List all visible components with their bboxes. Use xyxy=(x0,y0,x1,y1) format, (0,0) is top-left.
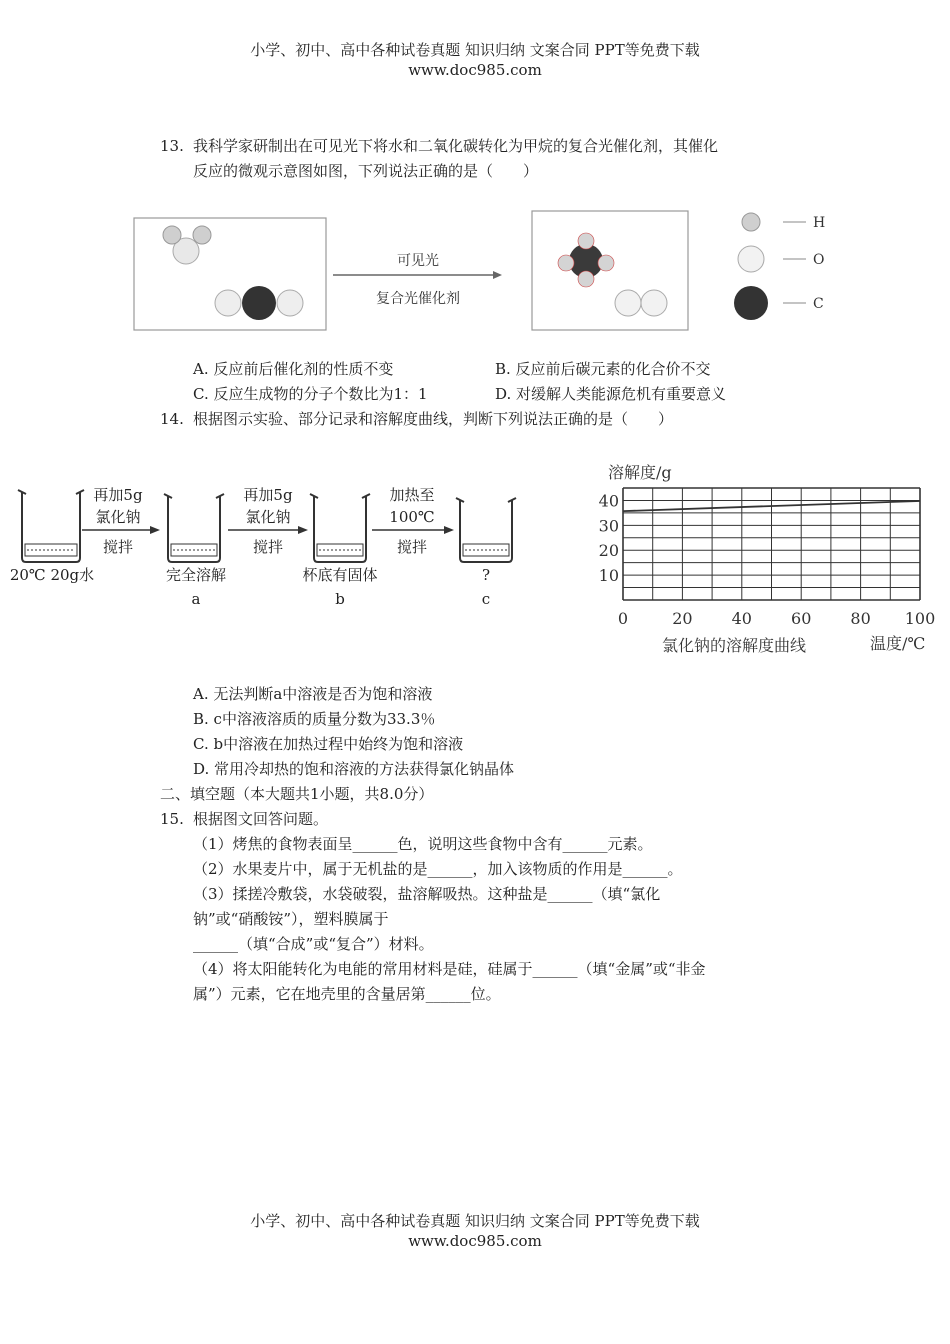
legend-h-label: H xyxy=(813,215,826,231)
q14-experiment-diagram xyxy=(0,470,540,620)
step3-label-bot: 搅拌 xyxy=(396,538,428,556)
legend-h-atom xyxy=(742,213,760,231)
beaker-a-letter: a xyxy=(191,590,201,608)
q15-part3-line3: ______（填“合成”或“复合”）材料。 xyxy=(193,935,434,953)
beaker-c xyxy=(456,498,516,562)
q14-text-line1: 根据图示实验、部分记录和溶解度曲线，判断下列说法正确的是（ ） xyxy=(193,410,674,428)
co2-oxygen-atom-2 xyxy=(277,290,303,316)
step1-arrowhead xyxy=(150,526,160,534)
q14-number: 14. xyxy=(160,410,184,428)
chart-y-tick-label: 10 xyxy=(598,566,619,586)
q14-option-d: D. 常用冷却热的饱和溶液的方法获得氯化钠晶体 xyxy=(193,760,515,778)
chart-y-axis-label: 溶解度/g xyxy=(608,463,672,482)
chart-grid xyxy=(623,488,920,600)
chart-y-tick-label: 20 xyxy=(598,541,619,561)
step3-label-mid: 100℃ xyxy=(389,508,435,526)
chart-y-tick-label: 40 xyxy=(598,491,619,511)
solubility-chart xyxy=(590,455,950,660)
q15-intro: 根据图文回答问题。 xyxy=(193,810,329,828)
q13-option-d: D. 对缓解人类能源危机有重要意义 xyxy=(495,385,727,403)
beaker-a xyxy=(164,494,224,562)
beaker-initial xyxy=(18,490,84,562)
step1-label-bot: 搅拌 xyxy=(102,538,134,556)
chart-x-tick-label: 40 xyxy=(731,609,752,628)
co2-carbon-atom xyxy=(242,286,276,320)
chart-x-tick-label: 0 xyxy=(617,609,629,628)
chart-x-ticks xyxy=(618,609,935,628)
legend-c-label: C xyxy=(813,296,824,312)
q15-part2: （2）水果麦片中，属于无机盐的是______，加入该物质的作用是______。 xyxy=(193,860,683,878)
q13-option-a: A. 反应前后催化剂的性质不变 xyxy=(193,360,394,378)
chart-x-tick-label: 80 xyxy=(850,609,871,628)
header-line1: 小学、初中、高中各种试卷真题 知识归纳 文案合同 PPT等免费下载 xyxy=(250,41,700,59)
footer-line1: 小学、初中、高中各种试卷真题 知识归纳 文案合同 PPT等免费下载 xyxy=(250,1212,700,1230)
co2-oxygen-atom-1 xyxy=(215,290,241,316)
q13-reaction-diagram xyxy=(128,205,838,335)
chart-x-axis-label: 温度/℃ xyxy=(870,634,926,653)
chart-y-ticks xyxy=(599,491,619,585)
step2-label-bot: 搅拌 xyxy=(252,538,284,556)
step1-label-mid: 氯化钠 xyxy=(95,508,141,526)
q15-part4-line2: 属”）元素，它在地壳里的含量居第______位。 xyxy=(193,985,501,1003)
water-h-atom-1 xyxy=(163,226,181,244)
section2-title: 二、填空题（本大题共1小题，共8.0分） xyxy=(160,785,434,803)
q15-number: 15. xyxy=(160,810,184,828)
step1-label-top: 再加5g xyxy=(93,486,143,504)
step3-arrowhead xyxy=(444,526,454,534)
arrow-label-light: 可见光 xyxy=(397,253,439,269)
methane-h-atom-1 xyxy=(578,233,594,249)
chart-x-tick-label: 100 xyxy=(904,609,936,628)
water-h-atom-2 xyxy=(193,226,211,244)
o2-atom-2 xyxy=(641,290,667,316)
step2-label-mid: 氯化钠 xyxy=(245,508,291,526)
methane-h-atom-3 xyxy=(598,255,614,271)
beaker-b xyxy=(310,494,370,562)
legend-o-atom xyxy=(738,246,764,272)
legend-o-label: O xyxy=(813,252,825,268)
legend-c-atom xyxy=(734,286,768,320)
q13-text-line2: 反应的微观示意图如图，下列说法正确的是（ ） xyxy=(193,162,539,180)
step3-label-top: 加热至 xyxy=(389,486,435,504)
q13-number: 13. xyxy=(160,137,184,155)
methane-h-atom-2 xyxy=(558,255,574,271)
chart-y-tick-label: 30 xyxy=(598,516,619,536)
q13-option-c: C. 反应生成物的分子个数比为1：1 xyxy=(193,385,428,403)
chart-x-tick-label: 60 xyxy=(791,609,812,628)
methane-h-atom-4 xyxy=(578,271,594,287)
q15-part1: （1）烤焦的食物表面呈______色，说明这些食物中含有______元素。 xyxy=(193,835,653,853)
beaker-initial-label: 20℃ 20g水 xyxy=(9,566,95,584)
q14-option-a: A. 无法判断a中溶液是否为饱和溶液 xyxy=(193,685,433,703)
footer-url: www.doc985.com xyxy=(408,1232,542,1250)
beaker-c-label: ? xyxy=(481,566,491,584)
q15-part3-line2: 钠”或“硝酸铵”），塑料膜属于 xyxy=(193,910,389,928)
reaction-arrowhead xyxy=(493,271,502,279)
q14-option-b: B. c中溶液溶质的质量分数为33.3％ xyxy=(193,710,436,728)
beaker-a-label: 完全溶解 xyxy=(165,566,227,584)
chart-x-tick-label: 20 xyxy=(672,609,693,628)
step2-label-top: 再加5g xyxy=(243,486,293,504)
arrow-label-catalyst: 复合光催化剂 xyxy=(376,291,460,307)
products-box xyxy=(532,211,688,330)
o2-atom-1 xyxy=(615,290,641,316)
q15-part4-line1: （4）将太阳能转化为电能的常用材料是硅，硅属于______（填“金属”或“非金 xyxy=(193,960,706,978)
q14-option-c: C. b中溶液在加热过程中始终为饱和溶液 xyxy=(193,735,464,753)
chart-caption: 氯化钠的溶解度曲线 xyxy=(662,636,807,655)
step2-arrowhead xyxy=(298,526,308,534)
q15-part3-line1: （3）揉搓冷敷袋，水袋破裂，盐溶解吸热。这种盐是______（填“氯化 xyxy=(193,885,661,903)
header-url: www.doc985.com xyxy=(408,61,542,79)
beaker-b-letter: b xyxy=(335,590,345,608)
beaker-b-label: 杯底有固体 xyxy=(302,566,378,584)
q13-option-b: B. 反应前后碳元素的化合价不交 xyxy=(495,360,711,378)
beaker-c-letter: c xyxy=(481,590,491,608)
q13-text-line1: 我科学家研制出在可见光下将水和二氧化碳转化为甲烷的复合光催化剂，其催化 xyxy=(193,137,719,155)
